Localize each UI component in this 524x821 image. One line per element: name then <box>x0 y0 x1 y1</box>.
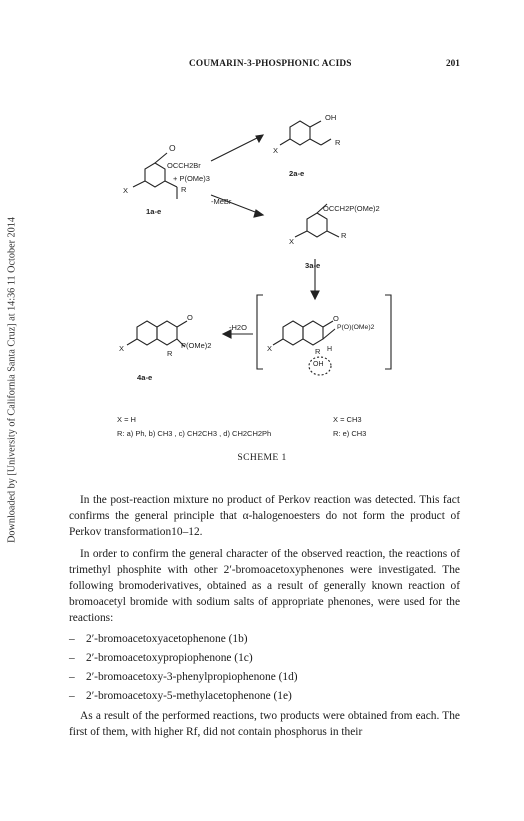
label-r: R <box>167 349 173 358</box>
compound-label-4a-e: 4a-e <box>137 373 153 382</box>
reaction-scheme <box>95 103 485 458</box>
reagent-add: + P(OMe)3 <box>173 174 210 183</box>
legend-r-e: R: e) CH3 <box>333 429 367 438</box>
scheme-caption: SCHEME 1 <box>237 452 287 463</box>
label-hydroxyl: OH <box>313 361 324 368</box>
body-text <box>69 492 460 740</box>
label-x: X <box>289 237 295 246</box>
label-x: X <box>273 146 279 155</box>
label-r: R <box>341 231 347 240</box>
scheme-drawing <box>95 103 485 458</box>
label-occh2br: OCCH2Br <box>167 161 201 170</box>
legend-x-ch3: X = CH3 <box>333 415 362 424</box>
label-occh2p: OCCH2P(OMe)2 <box>323 204 380 213</box>
label-po-ome: P(OMe)2 <box>181 341 212 350</box>
structure-1a-e <box>145 163 165 187</box>
label-r: R <box>315 347 321 356</box>
label-o: O <box>187 313 193 322</box>
legend-r-list: R: a) Ph, b) CH3 , c) CH2CH3 , d) CH2CH2Ph <box>117 429 272 438</box>
label-hydrogen: H <box>327 346 333 353</box>
label-o: O <box>169 143 176 153</box>
structure-2a-e <box>290 121 310 145</box>
structure-3a-e <box>307 213 327 237</box>
list-item: – 2′-bromoacetoxyacetophenone (1b) <box>69 632 248 645</box>
label-p-o-ome: P(O)(OMe)2 <box>337 324 375 331</box>
label-r: R <box>335 138 341 147</box>
download-notice <box>4 145 20 615</box>
compound-label-2a-e: 2a-e <box>289 169 305 178</box>
structure-4a-e <box>137 321 157 345</box>
page-number: 201 <box>446 59 460 69</box>
download-notice-text: Downloaded by [University of California Santa Cruz] at 14:36 11 October 2014 <box>6 217 18 543</box>
list-item: – 2′-bromoacetoxypropiophenone (1c) <box>69 651 253 664</box>
list-item: – 2′-bromoacetoxy-3-phenylpropiophenone (1d) <box>69 670 298 683</box>
label-oh: OH <box>325 113 337 122</box>
reagent-elim-mebr: -MeBr <box>211 197 232 206</box>
label-r: R <box>181 185 187 194</box>
running-title: COUMARIN-3-PHOSPHONIC ACIDS <box>189 59 352 69</box>
legend-x-h: X = H <box>117 415 136 424</box>
label-o: O <box>333 314 339 323</box>
label-x: X <box>119 344 125 353</box>
bromoderivatives-list <box>69 630 460 706</box>
paragraph-1: In the post-reaction mixture no product of Perkov reaction was detected. This fact confirms the general principle that α-halogenoesters do not form the product of Perkov transformation10–12. <box>69 494 460 539</box>
compound-label-3a-e: 3a-e <box>305 261 321 270</box>
reagent-elim-h2o: -H2O <box>229 323 247 332</box>
structure-intermediate <box>283 321 303 345</box>
label-x: X <box>267 344 273 353</box>
label-x: X <box>123 186 129 195</box>
list-item: – 2′-bromoacetoxy-5-methylacetophenone (1e) <box>69 689 292 702</box>
running-header <box>0 59 524 73</box>
paragraph-3: As a result of the performed reactions, two products were obtained from each. The first of them, with higher Rf, did not contain phosphorus in their <box>69 709 460 738</box>
compound-label-1a-e: 1a-e <box>146 207 162 216</box>
paragraph-2: In order to confirm the general character of the observed reaction, the reactions of trimethyl phosphite with other 2′-bromoacetoxyphenones were investigated. The following bromoderivatives, obtained as a result of generally known reaction of bromoacetyl bromide with sodium salts of appropriate phenones, were used for the reactions: <box>69 547 460 625</box>
